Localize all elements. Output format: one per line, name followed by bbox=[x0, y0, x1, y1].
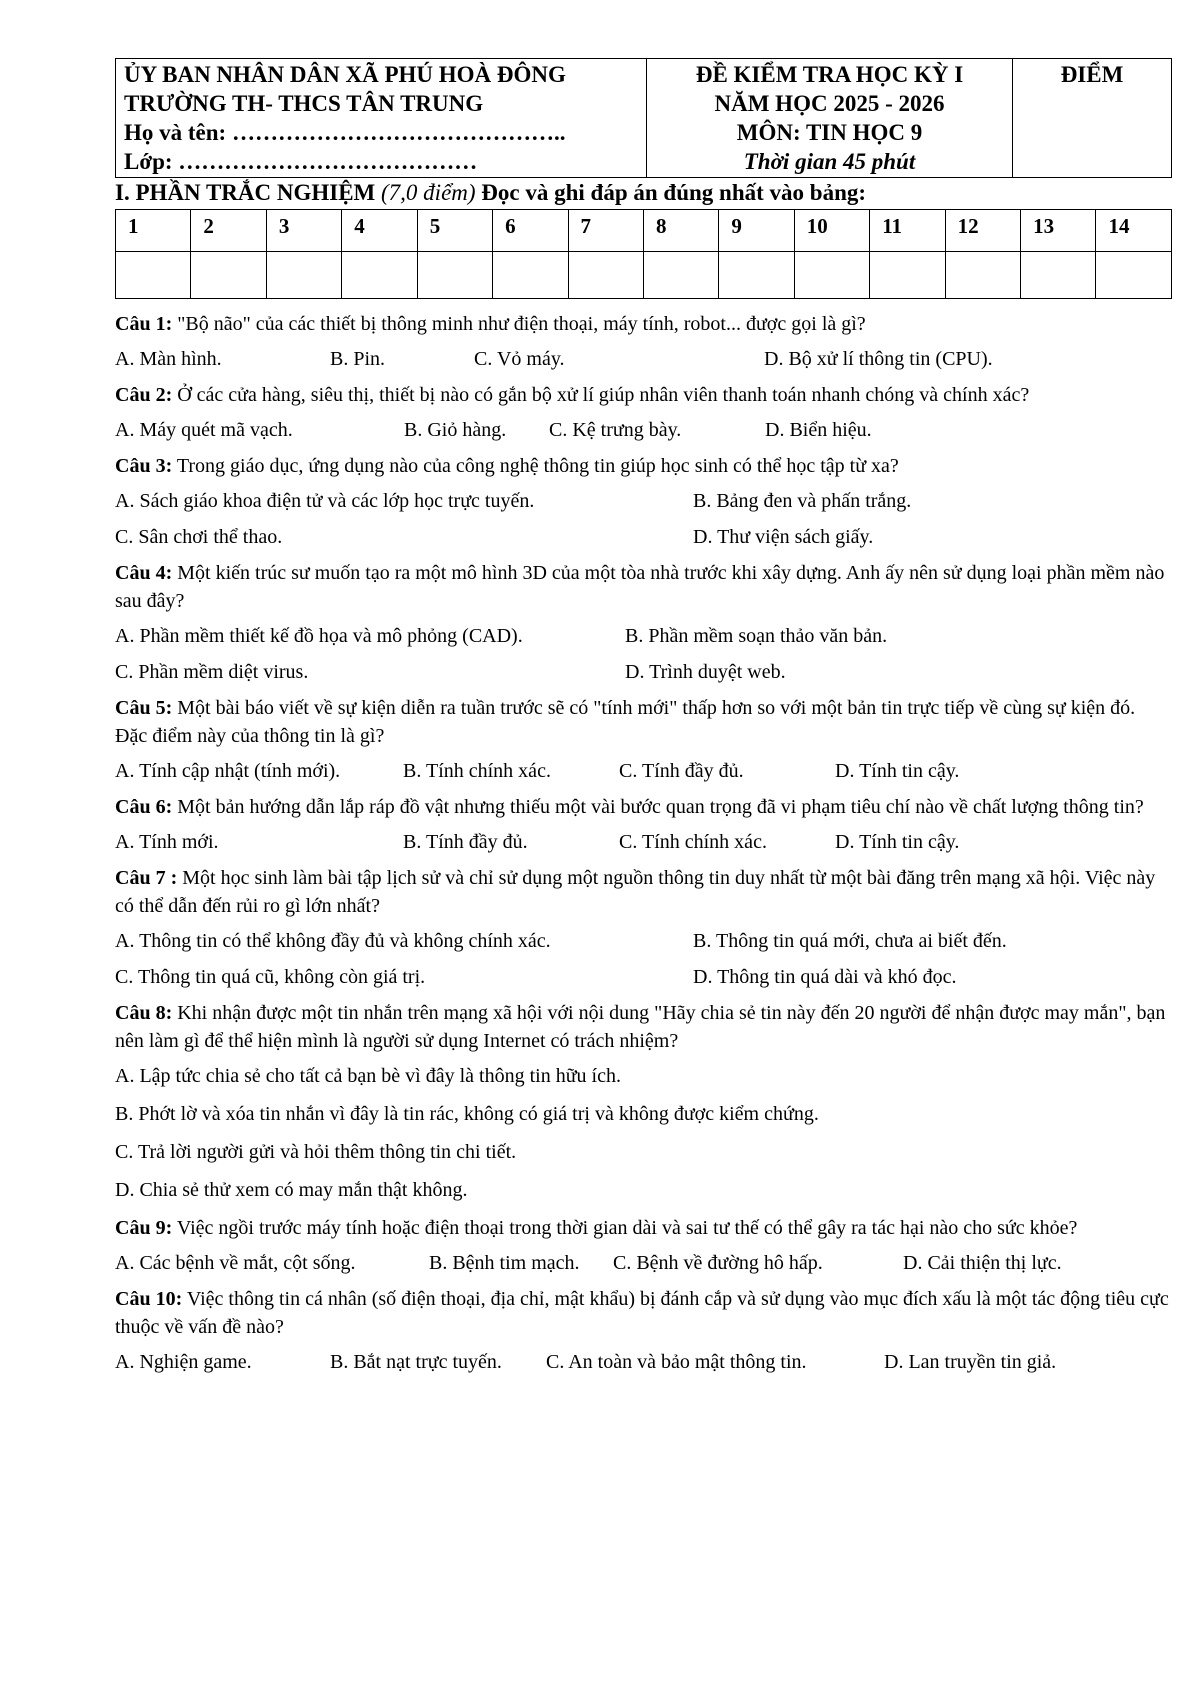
school-info-cell bbox=[116, 59, 647, 177]
subject: MÔN: TIN HỌC 9 bbox=[736, 120, 923, 145]
question-5 bbox=[115, 694, 1172, 750]
option-a: A. Sách giáo khoa điện tử và các lớp học trực tuyến. bbox=[115, 490, 535, 512]
options-5 bbox=[115, 757, 1172, 785]
score-cell bbox=[1013, 59, 1171, 177]
score-label: ĐIỂM bbox=[1060, 62, 1124, 87]
option-d: D. Cải thiện thị lực. bbox=[903, 1252, 1062, 1274]
section-points: (7,0 điểm) bbox=[381, 180, 476, 205]
question-label: Câu 6: bbox=[115, 796, 173, 818]
exam-info-cell bbox=[647, 59, 1013, 177]
answer-grid-number: 3 bbox=[266, 210, 341, 252]
answer-grid-number: 6 bbox=[493, 210, 568, 252]
answer-grid-number: 9 bbox=[719, 210, 794, 252]
option-b: B. Phớt lờ và xóa tin nhắn vì đây là tin rác, không có giá trị và không được kiểm chứng. bbox=[115, 1103, 819, 1125]
option-c: C. Thông tin quá cũ, không còn giá trị. bbox=[115, 966, 426, 988]
options-7-row-1 bbox=[115, 927, 1172, 955]
question-label: Câu 7 : bbox=[115, 867, 178, 889]
question-4 bbox=[115, 559, 1172, 615]
answer-grid-number: 10 bbox=[794, 210, 869, 252]
class-line: Lớp: ………………………………… bbox=[124, 149, 478, 174]
options-1 bbox=[115, 345, 1172, 373]
option-c: C. Tính chính xác. bbox=[619, 831, 767, 853]
option-a: A. Nghiện game. bbox=[115, 1351, 252, 1373]
option-a: A. Màn hình. bbox=[115, 348, 222, 370]
student-name-line: Họ và tên: …………………………………….. bbox=[124, 120, 566, 145]
option-a: A. Máy quét mã vạch. bbox=[115, 419, 293, 441]
answer-box[interactable] bbox=[568, 252, 643, 299]
question-label: Câu 8: bbox=[115, 1002, 173, 1024]
question-label: Câu 10: bbox=[115, 1288, 183, 1310]
school-name: TRƯỜNG TH- THCS TÂN TRUNG bbox=[124, 91, 484, 116]
options-6 bbox=[115, 828, 1172, 856]
options-9 bbox=[115, 1249, 1172, 1277]
option-a: A. Lập tức chia sẻ cho tất cả bạn bè vì đây là thông tin hữu ích. bbox=[115, 1065, 621, 1087]
options-2 bbox=[115, 416, 1172, 444]
answer-box[interactable] bbox=[191, 252, 266, 299]
answer-grid-number: 7 bbox=[568, 210, 643, 252]
option-c: C. An toàn và bảo mật thông tin. bbox=[546, 1351, 807, 1373]
option-b: B. Giỏ hàng. bbox=[404, 419, 507, 441]
answer-grid-input-row bbox=[116, 252, 1172, 299]
option-c: C. Bệnh về đường hô hấp. bbox=[613, 1252, 823, 1274]
answer-box[interactable] bbox=[945, 252, 1020, 299]
option-c: C. Kệ trưng bày. bbox=[549, 419, 682, 441]
question-text: Ở các cửa hàng, siêu thị, thiết bị nào có gắn bộ xử lí giúp nhân viên thanh toán nhanh chóng và chính xác? bbox=[177, 384, 1030, 406]
option-d: D. Thư viện sách giấy. bbox=[693, 526, 874, 548]
question-text: Một kiến trúc sư muốn tạo ra một mô hình 3D của một tòa nhà trước khi xây dựng. Anh ấy nên sử dụng loại phần mềm nào sau đây? bbox=[115, 562, 1165, 612]
option-d: D. Chia sẻ thử xem có may mắn thật không. bbox=[115, 1179, 468, 1201]
option-a: A. Các bệnh về mắt, cột sống. bbox=[115, 1252, 356, 1274]
question-10 bbox=[115, 1285, 1172, 1341]
question-label: Câu 9: bbox=[115, 1217, 173, 1239]
answer-grid-header-row bbox=[116, 210, 1172, 252]
option-b: B. Pin. bbox=[330, 348, 386, 370]
question-label: Câu 5: bbox=[115, 697, 173, 719]
duration: Thời gian 45 phút bbox=[743, 149, 916, 174]
options-4-row-1 bbox=[115, 622, 1172, 650]
question-label: Câu 3: bbox=[115, 455, 173, 477]
section-instruction: Đọc và ghi đáp án đúng nhất vào bảng: bbox=[481, 180, 867, 205]
answer-grid bbox=[115, 209, 1172, 299]
option-c: C. Vỏ máy. bbox=[474, 348, 565, 370]
answer-grid-number: 1 bbox=[116, 210, 191, 252]
option-b: B. Bắt nạt trực tuyến. bbox=[330, 1351, 502, 1373]
question-text: Khi nhận được một tin nhắn trên mạng xã hội với nội dung "Hãy chia sẻ tin này đến 20 người để nhận được may mắn", bạn nên làm gì để thể hiện mình là người sử dụng Internet có trách nhiệm? bbox=[115, 1002, 1166, 1052]
section-heading: I. PHẦN TRẮC NGHIỆM bbox=[115, 180, 376, 205]
answer-box[interactable] bbox=[342, 252, 417, 299]
question-2 bbox=[115, 381, 1172, 409]
answer-box[interactable] bbox=[643, 252, 718, 299]
option-d: D. Bộ xử lí thông tin (CPU). bbox=[764, 348, 993, 370]
question-label: Câu 2: bbox=[115, 384, 173, 406]
question-text: "Bộ não" của các thiết bị thông minh như điện thoại, máy tính, robot... được gọi là gì? bbox=[177, 313, 866, 335]
option-d: D. Trình duyệt web. bbox=[625, 661, 786, 683]
answer-grid-number: 5 bbox=[417, 210, 492, 252]
answer-box[interactable] bbox=[794, 252, 869, 299]
answer-grid-number: 4 bbox=[342, 210, 417, 252]
question-text: Việc thông tin cá nhân (số điện thoại, địa chỉ, mật khẩu) bị đánh cắp và sử dụng vào mục đích xấu là một tác động tiêu cực thuộc về vấn đề nào? bbox=[115, 1288, 1169, 1338]
exam-title: ĐỀ KIỂM TRA HỌC KỲ I bbox=[695, 62, 964, 87]
question-text: Trong giáo dục, ứng dụng nào của công nghệ thông tin giúp học sinh có thể học tập từ xa? bbox=[176, 455, 899, 477]
option-d: D. Thông tin quá dài và khó đọc. bbox=[693, 966, 957, 988]
option-b: B. Bệnh tim mạch. bbox=[429, 1252, 580, 1274]
question-text: Việc ngồi trước máy tính hoặc điện thoại trong thời gian dài và sai tư thế có thể gây ra tác hại nào cho sức khỏe? bbox=[176, 1217, 1078, 1239]
answer-box[interactable] bbox=[116, 252, 191, 299]
option-d: D. Biển hiệu. bbox=[765, 419, 872, 441]
authority-name: ỦY BAN NHÂN DÂN XÃ PHÚ HOÀ ĐÔNG bbox=[124, 62, 566, 87]
option-c: C. Sân chơi thể thao. bbox=[115, 526, 283, 548]
question-8 bbox=[115, 999, 1172, 1055]
section-title bbox=[115, 180, 866, 206]
option-b: B. Tính đầy đủ. bbox=[403, 831, 528, 853]
option-d: D. Tính tin cậy. bbox=[835, 831, 960, 853]
question-text: Một bài báo viết về sự kiện diễn ra tuần trước sẽ có "tính mới" thấp hơn so với một bản tin trực tiếp về cùng sự kiện đó. Đặc điểm này của thông tin là gì? bbox=[115, 697, 1136, 747]
options-7-row-2 bbox=[115, 963, 1172, 991]
answer-grid-number: 8 bbox=[643, 210, 718, 252]
option-c: C. Phần mềm diệt virus. bbox=[115, 661, 309, 683]
answer-grid-number: 2 bbox=[191, 210, 266, 252]
option-a: A. Thông tin có thể không đầy đủ và không chính xác. bbox=[115, 930, 551, 952]
option-b: B. Tính chính xác. bbox=[403, 760, 551, 782]
option-a: A. Tính cập nhật (tính mới). bbox=[115, 760, 341, 782]
question-1 bbox=[115, 310, 1172, 338]
question-9 bbox=[115, 1214, 1172, 1242]
question-6 bbox=[115, 793, 1172, 821]
exam-header bbox=[115, 58, 1172, 178]
answer-grid-number: 12 bbox=[945, 210, 1020, 252]
answer-grid-number: 13 bbox=[1021, 210, 1096, 252]
options-3-row-1 bbox=[115, 487, 1172, 515]
option-d: D. Lan truyền tin giả. bbox=[884, 1351, 1057, 1373]
answer-box[interactable] bbox=[1021, 252, 1096, 299]
answer-box[interactable] bbox=[493, 252, 568, 299]
question-label: Câu 1: bbox=[115, 313, 173, 335]
option-c: C. Tính đầy đủ. bbox=[619, 760, 744, 782]
answer-box[interactable] bbox=[1096, 252, 1172, 299]
option-a: A. Tính mới. bbox=[115, 831, 219, 853]
question-text: Một bản hướng dẫn lắp ráp đồ vật nhưng thiếu một vài bước quan trọng đã vi phạm tiêu chí nào về chất lượng thông tin? bbox=[177, 796, 1144, 818]
option-b: B. Phần mềm soạn thảo văn bản. bbox=[625, 625, 888, 647]
option-d: D. Tính tin cậy. bbox=[835, 760, 960, 782]
question-label: Câu 4: bbox=[115, 562, 173, 584]
school-year: NĂM HỌC 2025 - 2026 bbox=[714, 91, 945, 116]
question-text: Một học sinh làm bài tập lịch sử và chỉ sử dụng một nguồn thông tin duy nhất từ một bài đăng trên mạng xã hội. Việc này có thể dẫn đến rủi ro gì lớn nhất? bbox=[115, 867, 1156, 917]
answer-grid-number: 14 bbox=[1096, 210, 1172, 252]
answer-box[interactable] bbox=[870, 252, 945, 299]
answer-box[interactable] bbox=[417, 252, 492, 299]
options-10 bbox=[115, 1348, 1172, 1376]
option-a: A. Phần mềm thiết kế đồ họa và mô phỏng (CAD). bbox=[115, 625, 523, 647]
question-7 bbox=[115, 864, 1172, 920]
answer-grid-number: 11 bbox=[870, 210, 945, 252]
answer-box[interactable] bbox=[266, 252, 341, 299]
options-4-row-2 bbox=[115, 658, 1172, 686]
option-b: B. Bảng đen và phấn trắng. bbox=[693, 490, 912, 512]
question-3 bbox=[115, 452, 1172, 480]
options-3-row-2 bbox=[115, 523, 1172, 551]
options-8 bbox=[115, 1062, 1172, 1204]
option-b: B. Thông tin quá mới, chưa ai biết đến. bbox=[693, 930, 1007, 952]
question-list bbox=[115, 310, 1172, 1384]
answer-box[interactable] bbox=[719, 252, 794, 299]
option-c: C. Trả lời người gửi và hỏi thêm thông tin chi tiết. bbox=[115, 1141, 517, 1163]
